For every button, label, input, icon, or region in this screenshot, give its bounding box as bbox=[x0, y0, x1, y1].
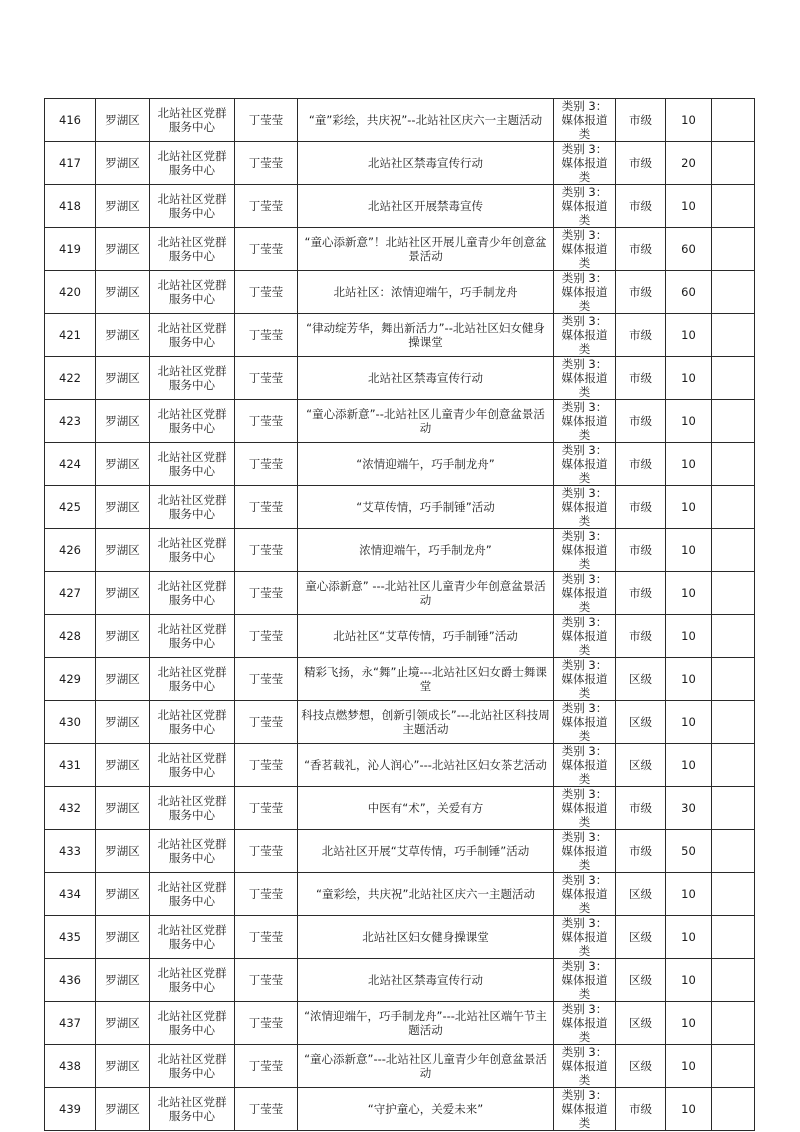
category-cell: 类别 3：媒体报道类 bbox=[554, 830, 616, 873]
activity-title-cell: 中医有“术”，关爱有方 bbox=[298, 787, 554, 830]
empty-cell bbox=[712, 787, 755, 830]
person-cell: 丁莹莹 bbox=[235, 486, 298, 529]
empty-cell bbox=[712, 529, 755, 572]
score-cell: 10 bbox=[666, 658, 712, 701]
level-cell: 市级 bbox=[616, 830, 666, 873]
category-cell: 类别 3：媒体报道类 bbox=[554, 314, 616, 357]
row-number: 424 bbox=[45, 443, 96, 486]
row-number: 439 bbox=[45, 1088, 96, 1131]
level-cell: 市级 bbox=[616, 99, 666, 142]
category-cell: 类别 3：媒体报道类 bbox=[554, 1045, 616, 1088]
person-cell: 丁莹莹 bbox=[235, 787, 298, 830]
score-cell: 10 bbox=[666, 314, 712, 357]
category-cell: 类别 3：媒体报道类 bbox=[554, 357, 616, 400]
organization-cell: 北站社区党群服务中心 bbox=[150, 529, 235, 572]
organization-cell: 北站社区党群服务中心 bbox=[150, 400, 235, 443]
person-cell: 丁莹莹 bbox=[235, 830, 298, 873]
score-cell: 60 bbox=[666, 228, 712, 271]
organization-cell: 北站社区党群服务中心 bbox=[150, 228, 235, 271]
district-cell: 罗湖区 bbox=[96, 830, 150, 873]
empty-cell bbox=[712, 314, 755, 357]
person-cell: 丁莹莹 bbox=[235, 142, 298, 185]
level-cell: 市级 bbox=[616, 572, 666, 615]
records-table bbox=[44, 98, 755, 1131]
activity-title-cell: “香茗载礼，沁人润心”---北站社区妇女茶艺活动 bbox=[298, 744, 554, 787]
activity-title-cell: “童”彩绘，共庆祝”--北站社区庆六一主题活动 bbox=[298, 99, 554, 142]
score-cell: 10 bbox=[666, 701, 712, 744]
person-cell: 丁莹莹 bbox=[235, 314, 298, 357]
organization-cell: 北站社区党群服务中心 bbox=[150, 1045, 235, 1088]
table-row bbox=[45, 916, 755, 959]
table-row bbox=[45, 314, 755, 357]
level-cell: 市级 bbox=[616, 142, 666, 185]
district-cell: 罗湖区 bbox=[96, 658, 150, 701]
organization-cell: 北站社区党群服务中心 bbox=[150, 744, 235, 787]
table-row bbox=[45, 142, 755, 185]
organization-cell: 北站社区党群服务中心 bbox=[150, 1002, 235, 1045]
empty-cell bbox=[712, 916, 755, 959]
row-number: 436 bbox=[45, 959, 96, 1002]
empty-cell bbox=[712, 486, 755, 529]
score-cell: 10 bbox=[666, 357, 712, 400]
district-cell: 罗湖区 bbox=[96, 744, 150, 787]
empty-cell bbox=[712, 572, 755, 615]
score-cell: 10 bbox=[666, 873, 712, 916]
person-cell: 丁莹莹 bbox=[235, 529, 298, 572]
activity-title-cell: 北站社区：浓情迎端午，巧手制龙舟 bbox=[298, 271, 554, 314]
row-number: 427 bbox=[45, 572, 96, 615]
district-cell: 罗湖区 bbox=[96, 271, 150, 314]
organization-cell: 北站社区党群服务中心 bbox=[150, 916, 235, 959]
category-cell: 类别 3：媒体报道类 bbox=[554, 916, 616, 959]
table-row bbox=[45, 357, 755, 400]
empty-cell bbox=[712, 271, 755, 314]
organization-cell: 北站社区党群服务中心 bbox=[150, 572, 235, 615]
district-cell: 罗湖区 bbox=[96, 572, 150, 615]
organization-cell: 北站社区党群服务中心 bbox=[150, 142, 235, 185]
district-cell: 罗湖区 bbox=[96, 1045, 150, 1088]
activity-title-cell: 北站社区开展禁毒宣传 bbox=[298, 185, 554, 228]
empty-cell bbox=[712, 228, 755, 271]
district-cell: 罗湖区 bbox=[96, 357, 150, 400]
table-row bbox=[45, 1088, 755, 1131]
table-row bbox=[45, 443, 755, 486]
person-cell: 丁莹莹 bbox=[235, 701, 298, 744]
table-row bbox=[45, 959, 755, 1002]
person-cell: 丁莹莹 bbox=[235, 744, 298, 787]
empty-cell bbox=[712, 1045, 755, 1088]
level-cell: 区级 bbox=[616, 959, 666, 1002]
district-cell: 罗湖区 bbox=[96, 486, 150, 529]
score-cell: 10 bbox=[666, 1045, 712, 1088]
row-number: 432 bbox=[45, 787, 96, 830]
empty-cell bbox=[712, 701, 755, 744]
person-cell: 丁莹莹 bbox=[235, 228, 298, 271]
organization-cell: 北站社区党群服务中心 bbox=[150, 873, 235, 916]
activity-title-cell: “律动绽芳华，舞出新活力”--北站社区妇女健身操课堂 bbox=[298, 314, 554, 357]
activity-title-cell: “童心添新意”---北站社区儿童青少年创意盆景活动 bbox=[298, 1045, 554, 1088]
table-row bbox=[45, 658, 755, 701]
table-row bbox=[45, 787, 755, 830]
level-cell: 市级 bbox=[616, 529, 666, 572]
category-cell: 类别 3：媒体报道类 bbox=[554, 1088, 616, 1131]
activity-title-cell: “童心添新意”！北站社区开展儿童青少年创意盆景活动 bbox=[298, 228, 554, 271]
organization-cell: 北站社区党群服务中心 bbox=[150, 1088, 235, 1131]
level-cell: 市级 bbox=[616, 185, 666, 228]
organization-cell: 北站社区党群服务中心 bbox=[150, 99, 235, 142]
activity-title-cell: 北站社区禁毒宣传行动 bbox=[298, 959, 554, 1002]
category-cell: 类别 3：媒体报道类 bbox=[554, 142, 616, 185]
organization-cell: 北站社区党群服务中心 bbox=[150, 701, 235, 744]
level-cell: 市级 bbox=[616, 314, 666, 357]
score-cell: 50 bbox=[666, 830, 712, 873]
person-cell: 丁莹莹 bbox=[235, 400, 298, 443]
row-number: 416 bbox=[45, 99, 96, 142]
activity-title-cell: “童心添新意”--北站社区儿童青少年创意盆景活动 bbox=[298, 400, 554, 443]
empty-cell bbox=[712, 99, 755, 142]
category-cell: 类别 3：媒体报道类 bbox=[554, 486, 616, 529]
table-row bbox=[45, 1045, 755, 1088]
score-cell: 10 bbox=[666, 572, 712, 615]
score-cell: 10 bbox=[666, 916, 712, 959]
district-cell: 罗湖区 bbox=[96, 529, 150, 572]
person-cell: 丁莹莹 bbox=[235, 271, 298, 314]
category-cell: 类别 3：媒体报道类 bbox=[554, 744, 616, 787]
table-row bbox=[45, 873, 755, 916]
person-cell: 丁莹莹 bbox=[235, 185, 298, 228]
category-cell: 类别 3：媒体报道类 bbox=[554, 701, 616, 744]
table-row bbox=[45, 99, 755, 142]
district-cell: 罗湖区 bbox=[96, 916, 150, 959]
score-cell: 10 bbox=[666, 400, 712, 443]
row-number: 419 bbox=[45, 228, 96, 271]
table-row bbox=[45, 271, 755, 314]
level-cell: 区级 bbox=[616, 873, 666, 916]
level-cell: 区级 bbox=[616, 701, 666, 744]
district-cell: 罗湖区 bbox=[96, 142, 150, 185]
score-cell: 10 bbox=[666, 443, 712, 486]
row-number: 420 bbox=[45, 271, 96, 314]
category-cell: 类别 3：媒体报道类 bbox=[554, 271, 616, 314]
table-row bbox=[45, 185, 755, 228]
activity-title-cell: 北站社区禁毒宣传行动 bbox=[298, 357, 554, 400]
level-cell: 市级 bbox=[616, 486, 666, 529]
person-cell: 丁莹莹 bbox=[235, 873, 298, 916]
category-cell: 类别 3：媒体报道类 bbox=[554, 572, 616, 615]
table-row bbox=[45, 486, 755, 529]
district-cell: 罗湖区 bbox=[96, 99, 150, 142]
activity-title-cell: 北站社区开展“艾草传情，巧手制锤”活动 bbox=[298, 830, 554, 873]
empty-cell bbox=[712, 185, 755, 228]
row-number: 433 bbox=[45, 830, 96, 873]
table-body bbox=[45, 99, 755, 1131]
organization-cell: 北站社区党群服务中心 bbox=[150, 486, 235, 529]
table-row bbox=[45, 701, 755, 744]
empty-cell bbox=[712, 1002, 755, 1045]
score-cell: 60 bbox=[666, 271, 712, 314]
category-cell: 类别 3：媒体报道类 bbox=[554, 787, 616, 830]
person-cell: 丁莹莹 bbox=[235, 99, 298, 142]
level-cell: 区级 bbox=[616, 916, 666, 959]
category-cell: 类别 3：媒体报道类 bbox=[554, 400, 616, 443]
empty-cell bbox=[712, 658, 755, 701]
activity-title-cell: 北站社区“艾草传情，巧手制锤”活动 bbox=[298, 615, 554, 658]
person-cell: 丁莹莹 bbox=[235, 572, 298, 615]
score-cell: 30 bbox=[666, 787, 712, 830]
district-cell: 罗湖区 bbox=[96, 400, 150, 443]
row-number: 438 bbox=[45, 1045, 96, 1088]
district-cell: 罗湖区 bbox=[96, 443, 150, 486]
person-cell: 丁莹莹 bbox=[235, 916, 298, 959]
empty-cell bbox=[712, 959, 755, 1002]
level-cell: 市级 bbox=[616, 615, 666, 658]
score-cell: 10 bbox=[666, 529, 712, 572]
score-cell: 20 bbox=[666, 142, 712, 185]
category-cell: 类别 3：媒体报道类 bbox=[554, 443, 616, 486]
activity-title-cell: “童彩绘，共庆祝”北站社区庆六一主题活动 bbox=[298, 873, 554, 916]
category-cell: 类别 3：媒体报道类 bbox=[554, 1002, 616, 1045]
row-number: 426 bbox=[45, 529, 96, 572]
organization-cell: 北站社区党群服务中心 bbox=[150, 615, 235, 658]
level-cell: 市级 bbox=[616, 1088, 666, 1131]
activity-title-cell: “浓情迎端午，巧手制龙舟” bbox=[298, 443, 554, 486]
level-cell: 区级 bbox=[616, 744, 666, 787]
organization-cell: 北站社区党群服务中心 bbox=[150, 959, 235, 1002]
row-number: 430 bbox=[45, 701, 96, 744]
table-row bbox=[45, 615, 755, 658]
organization-cell: 北站社区党群服务中心 bbox=[150, 787, 235, 830]
district-cell: 罗湖区 bbox=[96, 228, 150, 271]
person-cell: 丁莹莹 bbox=[235, 1002, 298, 1045]
row-number: 437 bbox=[45, 1002, 96, 1045]
row-number: 434 bbox=[45, 873, 96, 916]
activity-title-cell: “守护童心，关爱未来” bbox=[298, 1088, 554, 1131]
person-cell: 丁莹莹 bbox=[235, 959, 298, 1002]
activity-title-cell: “艾草传情，巧手制锤”活动 bbox=[298, 486, 554, 529]
person-cell: 丁莹莹 bbox=[235, 615, 298, 658]
table-row bbox=[45, 830, 755, 873]
category-cell: 类别 3：媒体报道类 bbox=[554, 185, 616, 228]
activity-title-cell: 浓情迎端午，巧手制龙舟” bbox=[298, 529, 554, 572]
row-number: 421 bbox=[45, 314, 96, 357]
category-cell: 类别 3：媒体报道类 bbox=[554, 959, 616, 1002]
category-cell: 类别 3：媒体报道类 bbox=[554, 99, 616, 142]
empty-cell bbox=[712, 142, 755, 185]
row-number: 428 bbox=[45, 615, 96, 658]
empty-cell bbox=[712, 357, 755, 400]
empty-cell bbox=[712, 443, 755, 486]
level-cell: 区级 bbox=[616, 1002, 666, 1045]
score-cell: 10 bbox=[666, 959, 712, 1002]
district-cell: 罗湖区 bbox=[96, 873, 150, 916]
organization-cell: 北站社区党群服务中心 bbox=[150, 658, 235, 701]
level-cell: 市级 bbox=[616, 228, 666, 271]
empty-cell bbox=[712, 873, 755, 916]
level-cell: 市级 bbox=[616, 357, 666, 400]
district-cell: 罗湖区 bbox=[96, 701, 150, 744]
category-cell: 类别 3：媒体报道类 bbox=[554, 228, 616, 271]
person-cell: 丁莹莹 bbox=[235, 1088, 298, 1131]
row-number: 429 bbox=[45, 658, 96, 701]
organization-cell: 北站社区党群服务中心 bbox=[150, 271, 235, 314]
empty-cell bbox=[712, 615, 755, 658]
district-cell: 罗湖区 bbox=[96, 1002, 150, 1045]
score-cell: 10 bbox=[666, 185, 712, 228]
organization-cell: 北站社区党群服务中心 bbox=[150, 830, 235, 873]
row-number: 435 bbox=[45, 916, 96, 959]
empty-cell bbox=[712, 400, 755, 443]
organization-cell: 北站社区党群服务中心 bbox=[150, 443, 235, 486]
score-cell: 10 bbox=[666, 744, 712, 787]
person-cell: 丁莹莹 bbox=[235, 1045, 298, 1088]
activity-title-cell: 精彩飞扬，永“舞”止境---北站社区妇女爵士舞课堂 bbox=[298, 658, 554, 701]
activity-title-cell: 童心添新意” ---北站社区儿童青少年创意盆景活动 bbox=[298, 572, 554, 615]
score-cell: 10 bbox=[666, 486, 712, 529]
level-cell: 市级 bbox=[616, 400, 666, 443]
category-cell: 类别 3：媒体报道类 bbox=[554, 529, 616, 572]
row-number: 423 bbox=[45, 400, 96, 443]
district-cell: 罗湖区 bbox=[96, 185, 150, 228]
activity-title-cell: “浓情迎端午，巧手制龙舟”---北站社区端午节主题活动 bbox=[298, 1002, 554, 1045]
level-cell: 区级 bbox=[616, 658, 666, 701]
table-row bbox=[45, 744, 755, 787]
table-row bbox=[45, 529, 755, 572]
activity-title-cell: 北站社区禁毒宣传行动 bbox=[298, 142, 554, 185]
table-row bbox=[45, 400, 755, 443]
level-cell: 市级 bbox=[616, 271, 666, 314]
row-number: 422 bbox=[45, 357, 96, 400]
activity-title-cell: 科技点燃梦想，创新引领成长”---北站社区科技周主题活动 bbox=[298, 701, 554, 744]
row-number: 431 bbox=[45, 744, 96, 787]
empty-cell bbox=[712, 1088, 755, 1131]
table-row bbox=[45, 228, 755, 271]
row-number: 417 bbox=[45, 142, 96, 185]
empty-cell bbox=[712, 830, 755, 873]
organization-cell: 北站社区党群服务中心 bbox=[150, 314, 235, 357]
organization-cell: 北站社区党群服务中心 bbox=[150, 185, 235, 228]
table-row bbox=[45, 572, 755, 615]
category-cell: 类别 3：媒体报道类 bbox=[554, 873, 616, 916]
score-cell: 10 bbox=[666, 1088, 712, 1131]
category-cell: 类别 3：媒体报道类 bbox=[554, 615, 616, 658]
district-cell: 罗湖区 bbox=[96, 787, 150, 830]
score-cell: 10 bbox=[666, 615, 712, 658]
table-row bbox=[45, 1002, 755, 1045]
person-cell: 丁莹莹 bbox=[235, 443, 298, 486]
score-cell: 10 bbox=[666, 99, 712, 142]
person-cell: 丁莹莹 bbox=[235, 357, 298, 400]
score-cell: 10 bbox=[666, 1002, 712, 1045]
empty-cell bbox=[712, 744, 755, 787]
row-number: 418 bbox=[45, 185, 96, 228]
activity-title-cell: 北站社区妇女健身操课堂 bbox=[298, 916, 554, 959]
district-cell: 罗湖区 bbox=[96, 1088, 150, 1131]
district-cell: 罗湖区 bbox=[96, 959, 150, 1002]
district-cell: 罗湖区 bbox=[96, 615, 150, 658]
person-cell: 丁莹莹 bbox=[235, 658, 298, 701]
organization-cell: 北站社区党群服务中心 bbox=[150, 357, 235, 400]
level-cell: 市级 bbox=[616, 443, 666, 486]
category-cell: 类别 3：媒体报道类 bbox=[554, 658, 616, 701]
level-cell: 市级 bbox=[616, 787, 666, 830]
row-number: 425 bbox=[45, 486, 96, 529]
level-cell: 区级 bbox=[616, 1045, 666, 1088]
district-cell: 罗湖区 bbox=[96, 314, 150, 357]
